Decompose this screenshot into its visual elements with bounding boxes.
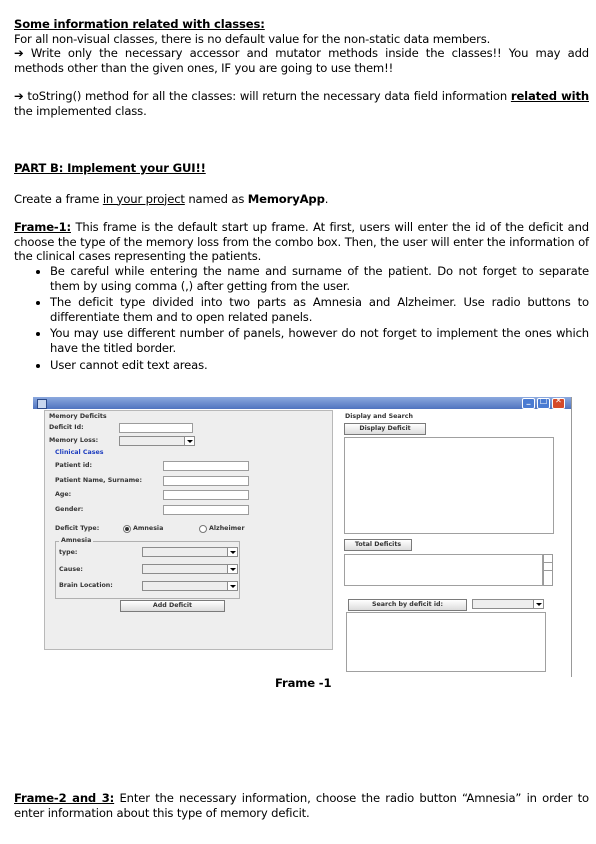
search-result-textarea	[346, 612, 546, 672]
minimize-button[interactable]: _	[522, 398, 535, 409]
patient-id-label: Patient id:	[55, 462, 93, 469]
type-label: type:	[59, 549, 78, 556]
create-end: .	[324, 191, 329, 206]
vertical-scrollbar[interactable]	[543, 554, 553, 586]
frame23-block	[14, 791, 589, 820]
alzheimer-radio-label: Alzheimer	[209, 525, 245, 532]
patient-name-label: Patient Name, Surname:	[55, 477, 142, 484]
frame1-text: This frame is the default start up frame. At first, users will enter the id of the deficit and choose the type of the memory loss from the combo box. Then, the user will enter the information of the clinical cases representing the patients.	[14, 220, 589, 264]
window-right-edge	[571, 397, 572, 677]
memoryapp-window	[33, 397, 571, 677]
list-item: • The deficit type divided into two parts as Amnesia and Alzheimer. Use radio buttons to differentiate them and to open related panels.	[50, 295, 589, 324]
patient-id-field[interactable]	[163, 461, 249, 471]
display-deficit-button[interactable]: Display Deficit	[344, 423, 426, 435]
partb-heading: PART B: Implement your GUI!!	[14, 161, 206, 175]
chevron-down-icon[interactable]	[227, 548, 237, 556]
tostring-end: the implemented class.	[14, 103, 147, 118]
brain-location-combo[interactable]	[142, 581, 238, 591]
amnesia-fieldset-title: Amnesia	[61, 537, 92, 544]
arrow-icon: ➔	[14, 46, 24, 61]
memory-loss-combo[interactable]	[119, 436, 195, 446]
tostring-text: toString() method for all the classes: will return the necessary data field information	[27, 89, 511, 104]
frame23-text: Enter the necessary information, choose the radio button “Amnesia” in order to enter information about this type of memory deficit.	[14, 791, 590, 820]
add-deficit-button[interactable]: Add Deficit	[120, 600, 225, 612]
info-line1: For all non-visual classes, there is no default value for the non-static data members.	[14, 31, 491, 46]
gender-label: Gender:	[55, 506, 84, 513]
cause-label: Cause:	[59, 566, 83, 573]
partb-block	[14, 161, 589, 374]
close-button[interactable]: ✕	[552, 398, 565, 409]
age-field[interactable]	[163, 490, 249, 500]
window-titlebar	[33, 397, 571, 409]
amnesia-radio-label: Amnesia	[133, 525, 164, 532]
scroll-up-icon[interactable]	[544, 555, 552, 563]
list-item: • User cannot edit text areas.	[50, 358, 589, 373]
scroll-thumb[interactable]	[544, 563, 552, 571]
list-item: • You may use different number of panels, however do not forget to implement the ones which have the titled border.	[50, 326, 589, 355]
amnesia-radio[interactable]	[123, 525, 131, 533]
app-name: MemoryApp	[247, 191, 325, 206]
tostring-emph: related with	[510, 89, 589, 104]
scroll-down-icon[interactable]	[544, 578, 552, 585]
create-text: Create a frame	[14, 191, 103, 206]
info-heading: Some information related with classes:	[14, 17, 265, 31]
total-deficits-textarea	[344, 554, 543, 586]
app-icon	[37, 399, 47, 409]
alzheimer-radio[interactable]	[199, 525, 207, 533]
display-search-title: Display and Search	[345, 413, 413, 420]
brain-location-label: Brain Location:	[59, 582, 113, 589]
bullet-list	[14, 264, 589, 372]
deficit-id-field[interactable]	[119, 423, 193, 433]
cause-combo[interactable]	[142, 564, 238, 574]
clinical-cases-title: Clinical Cases	[55, 449, 104, 456]
gender-field[interactable]	[163, 505, 249, 515]
intro-block	[14, 17, 589, 119]
frame1-label: Frame-1:	[14, 220, 71, 235]
maximize-button[interactable]: □	[537, 398, 550, 409]
chevron-down-icon[interactable]	[184, 437, 194, 445]
memory-deficits-panel	[44, 410, 333, 650]
deficit-id-label: Deficit Id:	[49, 424, 84, 431]
list-item: • Be careful while entering the name and surname of the patient. Do not forget to separate them by using comma (,) after getting from the user.	[50, 264, 589, 293]
arrow-icon: ➔	[14, 89, 24, 104]
total-deficits-button[interactable]: Total Deficits	[344, 539, 412, 551]
chevron-down-icon[interactable]	[227, 582, 237, 590]
chevron-down-icon[interactable]	[533, 600, 543, 608]
display-textarea	[344, 437, 554, 534]
search-id-combo[interactable]	[472, 599, 544, 609]
deficit-type-label: Deficit Type:	[55, 525, 100, 532]
chevron-down-icon[interactable]	[227, 565, 237, 573]
figure-caption: Frame -1	[275, 676, 332, 690]
age-label: Age:	[55, 491, 72, 498]
panel-title: Memory Deficits	[49, 413, 107, 420]
create-mid: named as	[184, 191, 248, 206]
patient-name-field[interactable]	[163, 476, 249, 486]
info-line2: Write only the necessary accessor and mutator methods inside the classes!! You may add methods other than the given ones, IF you are going to use them!!	[14, 46, 589, 75]
memory-loss-label: Memory Loss:	[49, 437, 99, 444]
create-emph: in your project	[102, 191, 185, 206]
type-combo[interactable]	[142, 547, 238, 557]
search-deficit-button[interactable]: Search by deficit id:	[348, 599, 467, 611]
frame23-label: Frame-2 and 3:	[14, 791, 115, 805]
